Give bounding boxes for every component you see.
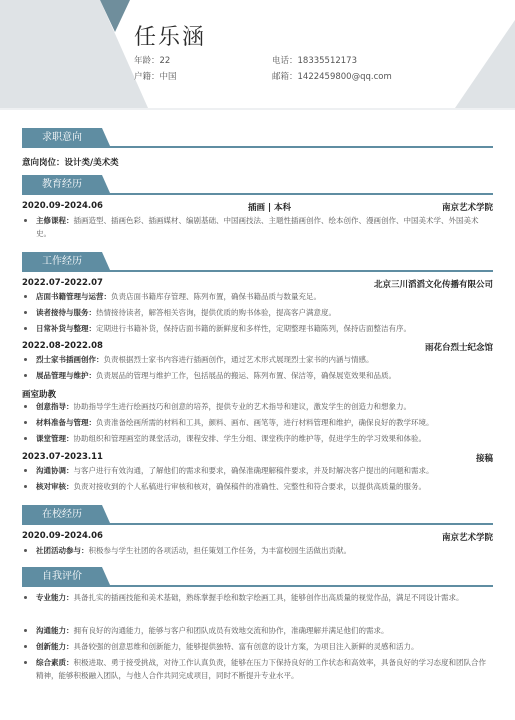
job1-item-1: 读者接待与服务：热情接待读者，解答相关咨询，提供优质的购书体验，提高客户满意度。: [22, 306, 493, 319]
self-item-2: 创新能力：具备较强的创意思维和创新能力，能够提供独特、富有创意的设计方案，为项目注入新鲜的灵感和活力。: [22, 640, 493, 653]
section-self: 自我评价: [22, 567, 493, 587]
section-objective: 求职意向: [22, 128, 493, 148]
campus-row: 2020.09-2024.06 南京艺术学院: [22, 531, 493, 543]
studio-item-0: 创意指导：协助指导学生进行绘画技巧和创意的培养，提供专业的艺术指导和建议，激发学生的创造力和想象力。: [22, 400, 493, 413]
self-item-3: 综合素质：积极进取、勇于接受挑战，对待工作认真负责，能够在压力下保持良好的工作状态和高效率，具备良好的学习态度和团队合作精神，能够积极融入团队，与他人合作共同完成项目，同时不断提升专业水平。: [22, 656, 493, 682]
job3-row: 2023.07-2023.11 接稿: [22, 452, 493, 464]
candidate-name: 任乐涵: [134, 25, 207, 50]
job1-row: 2022.07-2022.07 北京三川滔滔文化传播有限公司: [22, 278, 493, 290]
self-item-0: 专业能力：具备扎实的插画技能和美术基础，熟练掌握手绘和数字绘画工具，能够创作出高质量的视觉作品，满足不同设计需求。: [22, 591, 493, 604]
section-campus: 在校经历: [22, 505, 493, 525]
job3-item-1: 核对审核：负责对接收到的个人私稿进行审核和核对，确保稿件的准确性、完整性和符合要求，以提供高质量的服务。: [22, 480, 493, 493]
education-row: 2020.09-2024.06 插画 | 本科 南京艺术学院: [22, 201, 493, 213]
objective-text: 意向岗位：设计类/美术类: [22, 158, 119, 168]
age-info: 年龄：22: [134, 56, 171, 66]
studio-title: 画室助教: [22, 390, 57, 400]
self-item-1: 沟通能力：拥有良好的沟通能力，能够与客户和团队成员有效地交流和协作，准确理解并满足他们的需求。: [22, 624, 493, 637]
job3-item-0: 沟通协调：与客户进行有效沟通，了解他们的需求和要求，确保准确理解稿件要求，并及时解决客户提出的问题和需求。: [22, 464, 493, 477]
campus-item-0: 社团活动参与：积极参与学生社团的各项活动，担任策划工作任务，为丰富校园生活做出贡献。: [22, 544, 493, 557]
header-decoration: [0, 0, 515, 115]
email-info: 邮箱：1422459800@qq.com: [272, 72, 392, 82]
studio-item-2: 课堂管理：协助组织和管理画室的课堂活动，课程安排、学生分组、课堂秩序的维护等，促进学生的学习效果和体验。: [22, 432, 493, 445]
job2-item-1: 展品管理与维护：负责展品的管理与维护工作，包括展品的搬运、陈列布置、保洁等，确保展览效果和品质。: [22, 369, 493, 382]
phone-info: 电话：18335512173: [272, 56, 358, 66]
studio-item-1: 材料准备与管理：负责准备绘画所需的材料和工具，颜料、画布、画笔等，进行材料管理和维护，确保良好的教学环境。: [22, 416, 493, 429]
job1-item-0: 店面书籍管理与运营：负责店面书籍库存管理、陈列布置，确保书籍品质与数量充足。: [22, 290, 493, 303]
job1-item-2: 日常补货与整理：定期进行书籍补货，保持店面书籍的新鲜度和多样性，定期整理书籍陈列，保持店面整洁有序。: [22, 322, 493, 335]
section-work: 工作经历: [22, 252, 493, 272]
job2-row: 2022.08-2022.08 雨花台烈士纪念馆: [22, 341, 493, 353]
section-education: 教育经历: [22, 175, 493, 195]
education-courses: 主修课程：插画造型、插画色彩、插画媒材、编剧基础、中国画技法、主题性插画创作、绘本创作、漫画创作、中国美术学、外国美术史。: [22, 214, 493, 240]
job2-item-0: 烈士家书插画创作：负责根据烈士家书内容进行插画创作，通过艺术形式展现烈士家书的内涵与情感。: [22, 353, 493, 366]
hometown-info: 户籍：中国: [134, 72, 177, 82]
